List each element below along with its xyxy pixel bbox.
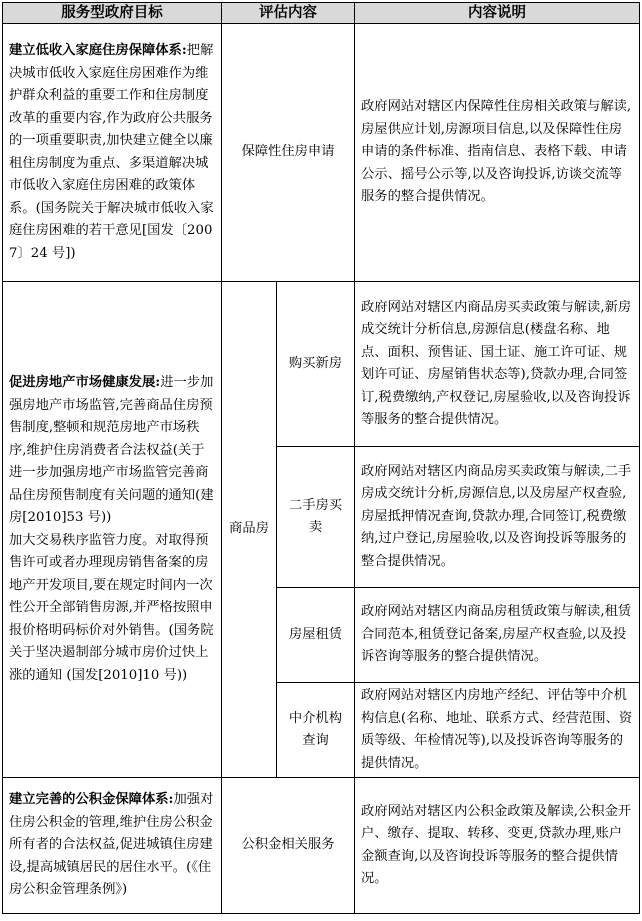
table-row-new-house (3, 282, 640, 447)
sub-item-cell: 二手房买卖 (277, 447, 355, 588)
assessment-table (2, 2, 640, 914)
item-cell: 保障性住房申请 (222, 24, 355, 282)
desc-cell: 政府网站对辖区内保障性住房相关政策与解读,房屋供应计划,房源项目信息,以及保障性住房申请的条件标准、指南信息、表格下载、申请公示、摇号公示等,以及咨询投诉,访谈交流等服务的整合提供情况。 (355, 24, 640, 282)
goal-title: 建立完善的公积金保障体系: (9, 792, 174, 808)
header-description: 内容说明 (355, 3, 640, 24)
desc-cell: 政府网站对辖区内商品房租赁政策与解读,租赁合同范本,租赁登记备案,房屋产权查验,以及投诉咨询等服务的整合提供情况。 (355, 588, 640, 683)
table-row-housing-security (3, 24, 640, 282)
goal-text: 进一步加强房地产市场监管,完善商品住房预售制度,整顿和规范房地产市场秩序,维护住房消费者合法权益(关于进一步加强房地产市场监管完善商品住房预售制度有关问题的通知(建房[2010]53 号)) (9, 375, 214, 525)
goal-cell-provident-fund (3, 778, 222, 914)
goal-text: 把解决城市低收入家庭住房困难作为维护群众利益的重要工作和住房制度改革的重要内容,作为政府公共服务的一项重要职责,加快建立健全以廉租住房制度为重点、多渠道解决城市低收入家庭住房困难的政策体系。(国务院关于解决城市低收入家庭住房困难的若干意见[国发〔2007〕24 号]) (9, 43, 214, 261)
goal-cell-housing-security (3, 24, 222, 282)
table-row-provident-fund (3, 778, 640, 914)
sub-item-cell: 房屋租赁 (277, 588, 355, 683)
header-row (3, 3, 640, 24)
desc-cell: 政府网站对辖区内公积金政策及解读,公积金开户、缴存、提取、转移、变更,贷款办理,账户金额查询,以及咨询投诉等服务的整合提供情况。 (355, 778, 640, 914)
desc-cell: 政府网站对辖区内商品房买卖政策与解读,二手房成交统计分析,房源信息,以及房屋产权查验,房屋抵押情况查询,贷款办理,合同签订,税费缴纳,过户登记,房屋验收,以及咨询投诉等服务的整合提供情况。 (355, 447, 640, 588)
sub-item-cell: 购买新房 (277, 282, 355, 447)
header-goal: 服务型政府目标 (3, 3, 222, 24)
desc-cell: 政府网站对辖区内房地产经纪、评估等中介机构信息(名称、地址、联系方式、经营范围、资质等级、年检情况等),以及投诉咨询等服务的提供情况。 (355, 683, 640, 778)
header-assessment: 评估内容 (222, 3, 355, 24)
goal-title: 促进房地产市场健康发展: (9, 375, 161, 390)
item-cell: 公积金相关服务 (222, 778, 355, 914)
goal-title: 建立低收入家庭住房保障体系: (9, 43, 187, 58)
category-cell: 商品房 (222, 282, 277, 778)
goal-text: 加强对住房公积金的管理,维护住房公积金所有者的合法权益,促进城镇住房建设,提高城镇居民的居住水平。(《住房公积金管理条例》) (9, 792, 214, 898)
goal-cell-real-estate (3, 282, 222, 778)
goal-text-2: 加大交易秩序监管力度。对取得预售许可或者办理现房销售备案的房地产开发项目,要在规定时间内一次性公开全部销售房源,并严格按照申报价格明码标价对外销售。(国务院关于坚决遏制部分城市房价过快上涨的通知 (国发[2010]10 号)) (9, 532, 214, 683)
desc-cell: 政府网站对辖区内商品房买卖政策与解读,新房成交统计分析信息,房源信息(楼盘名称、地点、面积、预售证、国土证、施工许可证、规划许可证、房屋销售状态等),贷款办理,合同签订,税费缴纳,产权登记,房屋验收,以及咨询投诉等服务的整合提供情况。 (355, 282, 640, 447)
sub-item-cell: 中介机构查询 (277, 683, 355, 778)
